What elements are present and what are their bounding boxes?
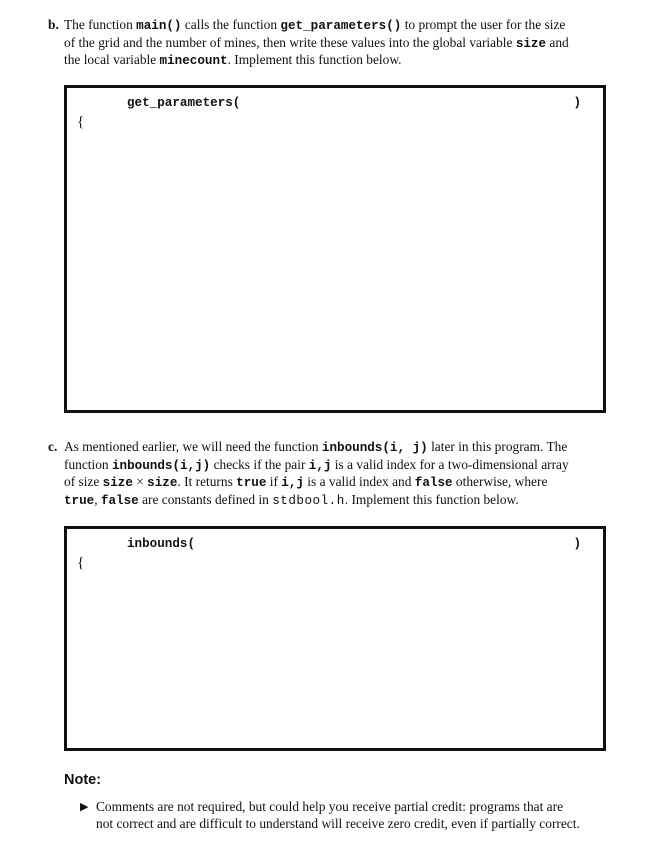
function-signature: inbounds( [127,537,196,551]
inline-code: main() [136,19,182,33]
text-run: . Implement this function below. [227,52,402,68]
inline-code: true [236,476,267,491]
inline-code: false [100,493,139,508]
inline-code: size [147,476,178,491]
text-line [64,51,402,69]
inline-code: minecount [159,54,228,69]
open-brace: { [77,114,85,130]
text-run: of size [64,474,103,490]
answer-box-inbounds[interactable] [64,526,606,751]
open-brace: { [77,555,85,571]
text-run: . It returns [177,474,237,490]
text-run: of the grid and the number of mines, then write these values into the global variable [64,34,516,50]
note-heading: Note: [64,772,102,788]
text-run: to prompt the user for the size [401,17,566,32]
inline-code: inbounds(i, j) [321,441,428,455]
close-paren: ) [573,537,581,551]
bullet-triangle-icon: ▶ [80,801,89,813]
text-run: are constants defined in [138,491,273,507]
text-run: The function [64,17,137,32]
text-run: function [64,456,112,472]
text-line [64,34,569,52]
text-run: × [132,474,148,490]
text-line [64,438,567,456]
note-bullet-line: Comments are not required, but could help you receive partial credit: programs that are [96,799,564,814]
note-bullet-line: not correct and are difficult to understand will receive zero credit, even if partially correct. [96,816,580,831]
inline-code: false [414,476,453,491]
part-c-label: c. [48,439,58,454]
part-b-label: b. [48,17,59,32]
answer-box-get-parameters[interactable] [64,85,606,413]
text-run: calls the function [181,17,281,32]
inline-code: i,j [281,476,304,491]
text-run: is a valid index and [303,474,415,490]
inline-code: inbounds(i,j) [111,458,211,473]
inline-code: size [515,36,547,51]
text-run: checks if the pair [210,456,309,472]
text-run: As mentioned earlier, we will need the function [64,439,322,454]
function-signature: get_parameters( [127,96,241,110]
text-line [64,473,547,491]
text-run: . Implement this function below. [344,491,519,507]
text-run: if [266,474,282,490]
inline-code: get_parameters() [280,19,402,33]
text-run: the local variable [64,52,160,68]
text-run: and [546,34,569,50]
inline-code: true [64,493,95,508]
text-run: , [94,491,101,507]
text-line [64,16,565,34]
inline-code: i,j [308,458,332,473]
text-line [64,456,569,474]
inline-code: stdbool.h [272,493,345,508]
text-line [64,491,519,509]
text-run: later in this program. The [427,439,568,454]
close-paren: ) [573,96,581,110]
text-run: otherwise, where [452,474,548,490]
inline-code: size [102,476,133,491]
text-run: is a valid index for a two-dimensional array [331,456,569,472]
